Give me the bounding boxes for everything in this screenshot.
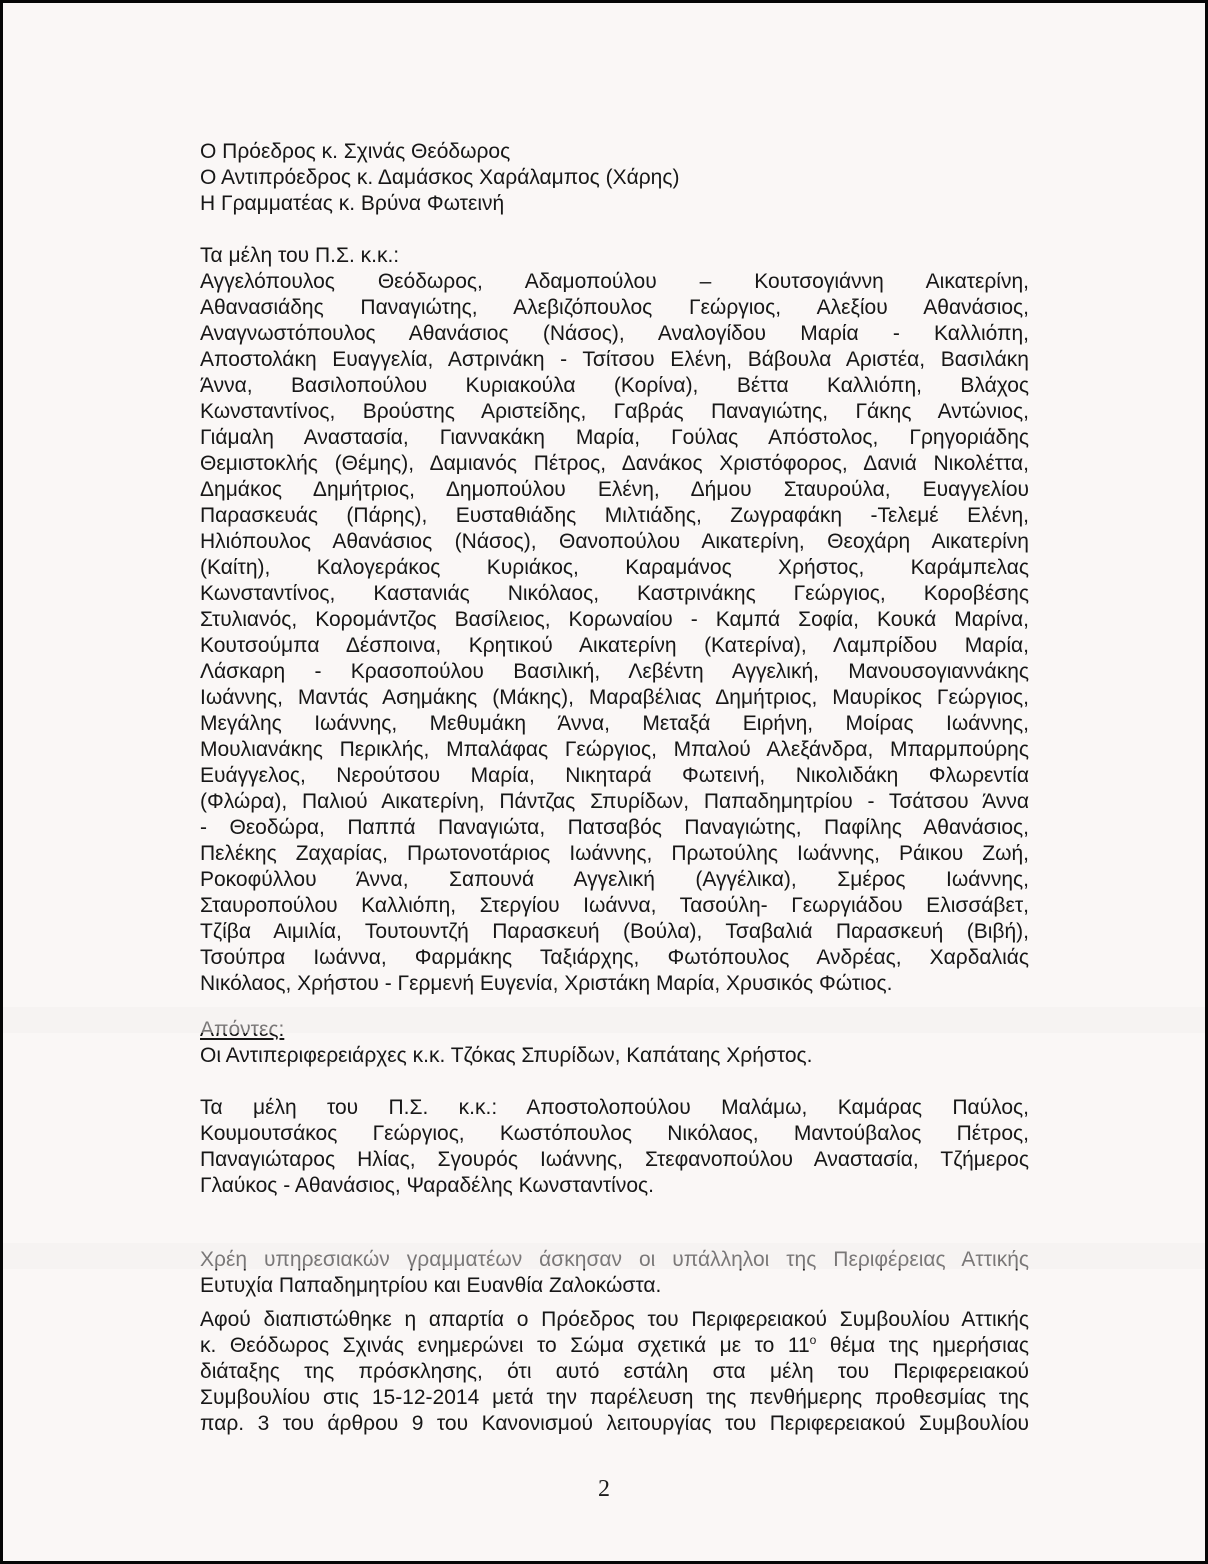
absent-heading [200, 1017, 1029, 1043]
text-line: Συμβουλίου στις 15-12-2014 μετά την παρέλευση της πενθήμερης προθεσμίας της [200, 1386, 1029, 1409]
text-line: (Φλώρα), Παλιού Αικατερίνη, Πάντζας Σπυρίδων, Παπαδημητρίου - Τσάτσου Άννα [200, 790, 1029, 813]
text-line: Γλαύκος - Αθανάσιος, Ψαραδέλης Κωνσταντίνος. [200, 1174, 654, 1197]
text-line: Ευτυχία Παπαδημητρίου και Ευανθία Ζαλοκώστα. [200, 1274, 662, 1297]
text-line: Αναγνωστόπουλος Αθανάσιος (Νάσος), Αναλογίδου Μαρία - Καλλιόπη, [200, 322, 1029, 345]
text-line: Παρασκευάς (Πάρης), Ευσταθιάδης Μιλτιάδης, Ζωγραφάκη -Τελεμέ Ελένη, [200, 504, 1029, 527]
text-line: - Θεοδώρα, Παππά Παναγιώτα, Πατσαβός Παναγιώτης, Παφίλης Αθανάσιος, [200, 816, 1029, 839]
text-line: Τσούπρα Ιωάννα, Φαρμάκης Ταξιάρχης, Φωτόπουλος Ανδρέας, Χαρδαλιάς [200, 946, 1029, 969]
quorum-paragraph [200, 1307, 1029, 1437]
page-number: 2 [598, 1476, 610, 1502]
text-line: Κωνσταντίνος, Καστανιάς Νικόλαος, Καστρινάκης Γεώργιος, Κοροβέσης [200, 582, 1029, 605]
text-line: Ροκοφύλλου Άννα, Σαπουνά Αγγελική (Αγγέλικα), Σμέρος Ιωάννης, [200, 868, 1029, 891]
text-line: Αγγελόπουλος Θεόδωρος, Αδαμοπούλου – Κουτσογιάννη Αικατερίνη, [200, 270, 1029, 293]
members-heading: Τα μέλη του Π.Σ. κ.κ.: [200, 244, 400, 267]
vice-president-line: Ο Αντιπρόεδρος κ. Δαμάσκος Χαράλαμπος (Χάρης) [200, 166, 680, 189]
text-line: Σταυροπούλου Καλλιόπη, Στεργίου Ιωάννα, Τασούλη- Γεωργιάδου Ελισσάβετ, [200, 894, 1029, 917]
text-line: Ευάγγελος, Νερούτσου Μαρία, Νικηταρά Φωτεινή, Νικολιδάκη Φλωρεντία [200, 764, 1029, 787]
text-line: Κωνσταντίνος, Βρούστης Αριστείδης, Γαβράς Παναγιώτης, Γάκης Αντώνιος, [200, 400, 1029, 423]
text-line: (Καίτη), Καλογεράκος Κυριάκος, Καραμάνος Χρήστος, Καράμπελας [200, 556, 1029, 579]
text-line: Τα μέλη του Π.Σ. κ.κ.: Αποστολοπούλου Μαλάμω, Καμάρας Παύλος, [200, 1096, 1029, 1119]
text-line: Άννα, Βασιλοπούλου Κυριακούλα (Κορίνα), Βέττα Καλλιόπη, Βλάχος [200, 374, 1029, 397]
text-line: Γιάμαλη Αναστασία, Γιαννακάκη Μαρία, Γούλας Απόστολος, Γρηγοριάδης [200, 426, 1029, 449]
text-line: Θεμιστοκλής (Θέμης), Δαμιανός Πέτρος, Δανάκος Χριστόφορος, Δανιά Νικολέττα, [200, 452, 1029, 475]
text-line: Κουμουτσάκος Γεώργιος, Κωστόπουλος Νικόλαος, Μαντούβαλος Πέτρος, [200, 1122, 1029, 1145]
absent-members-paragraph [200, 1095, 1029, 1199]
president-line: Ο Πρόεδρος κ. Σχινάς Θεόδωρος [200, 140, 511, 163]
text-line: παρ. 3 του άρθρου 9 του Κανονισμού λειτουργίας του Περιφερειακού Συμβουλίου [200, 1412, 1029, 1435]
text-line: Δημάκος Δημήτριος, Δημοπούλου Ελένη, Δήμου Σταυρούλα, Ευαγγελίου [200, 478, 1029, 501]
absent-vice-governors-line: Οι Αντιπεριφερειάρχες κ.κ. Τζόκας Σπυρίδων, Καπάταης Χρήστος. [200, 1044, 813, 1067]
text-line: Ιωάννης, Μαντάς Ασημάκης (Μάκης), Μαραβέλιας Δημήτριος, Μαυρίκος Γεώργιος, [200, 686, 1029, 709]
absent-block [200, 1017, 1029, 1069]
text-line: Αποστολάκη Ευαγγελία, Αστρινάκη - Τσίτσου Ελένη, Βάβουλα Αριστέα, Βασιλάκη [200, 348, 1029, 371]
page-content [3, 3, 1205, 1437]
secretary-line: Η Γραμματέας κ. Βρύνα Φωτεινή [200, 192, 505, 215]
text-line: Νικόλαος, Χρήστου - Γερμενή Ευγενία, Χριστάκη Μαρία, Χρυσικός Φώτιος. [200, 972, 893, 995]
text-line: Λάσκαρη - Κρασοπούλου Βασιλική, Λεβέντη Αγγελική, Μανουσογιαννάκης [200, 660, 1029, 683]
text-line: Ηλιόπουλος Αθανάσιος (Νάσος), Θανοπούλου Αικατερίνη, Θεοχάρη Αικατερίνη [200, 530, 1029, 553]
text-line: Στυλιανός, Κορομάντζος Βασίλειος, Κορωναίου - Καμπά Σοφία, Κουκά Μαρίνα, [200, 608, 1029, 631]
text-line: Κουτσούμπα Δέσποινα, Κρητικού Αικατερίνη (Κατερίνα), Λαμπρίδου Μαρία, [200, 634, 1029, 657]
secretaries-paragraph [200, 1247, 1029, 1299]
text-line: Μεγάλης Ιωάννης, Μεθυμάκη Άννα, Μεταξά Ειρήνη, Μοίρας Ιωάννης, [200, 712, 1029, 735]
officials-block [200, 139, 1029, 217]
members-paragraph [200, 269, 1029, 997]
absent-heading-text: Απόντες: [200, 1018, 285, 1041]
text-line [200, 1333, 1029, 1359]
text-line: Αφού διαπιστώθηκε η απαρτία ο Πρόεδρος του Περιφερειακού Συμβουλίου Αττικής [200, 1308, 1029, 1331]
line-text: κ. Θεόδωρος Σχινάς ενημερώνει το Σώμα σχετικά με το 11 [200, 1334, 810, 1357]
text-line: Πελέκης Ζαχαρίας, Πρωτονοτάριος Ιωάννης, Πρωτούλης Ιωάννης, Ράικου Ζωή, [200, 842, 1029, 865]
text-line: Αθανασιάδης Παναγιώτης, Αλεβιζόπουλος Γεώργιος, Αλεξίου Αθανάσιος, [200, 296, 1029, 319]
text-line: Παναγιώταρος Ηλίας, Σγουρός Ιωάννης, Στεφανοπούλου Αναστασία, Τζήμερος [200, 1148, 1029, 1171]
text-line: Μουλιανάκης Περικλής, Μπαλάφας Γεώργιος, Μπαλού Αλεξάνδρα, Μπαρμπούρης [200, 738, 1029, 761]
ordinal-superscript: ο [809, 1333, 817, 1347]
text-line: Χρέη υπηρεσιακών γραμματέων άσκησαν οι υπάλληλοι της Περιφέρειας Αττικής [200, 1248, 1029, 1271]
text-line: Τζίβα Αιμιλία, Τουτουντζή Παρασκευή (Βούλα), Τσαβαλιά Παρασκευή (Βιβή), [200, 920, 1029, 943]
text-line: διάταξης της πρόσκλησης, ότι αυτό εστάλη στα μέλη του Περιφερειακού [200, 1360, 1029, 1383]
line-text: θέμα της ημερήσιας [816, 1334, 1029, 1357]
